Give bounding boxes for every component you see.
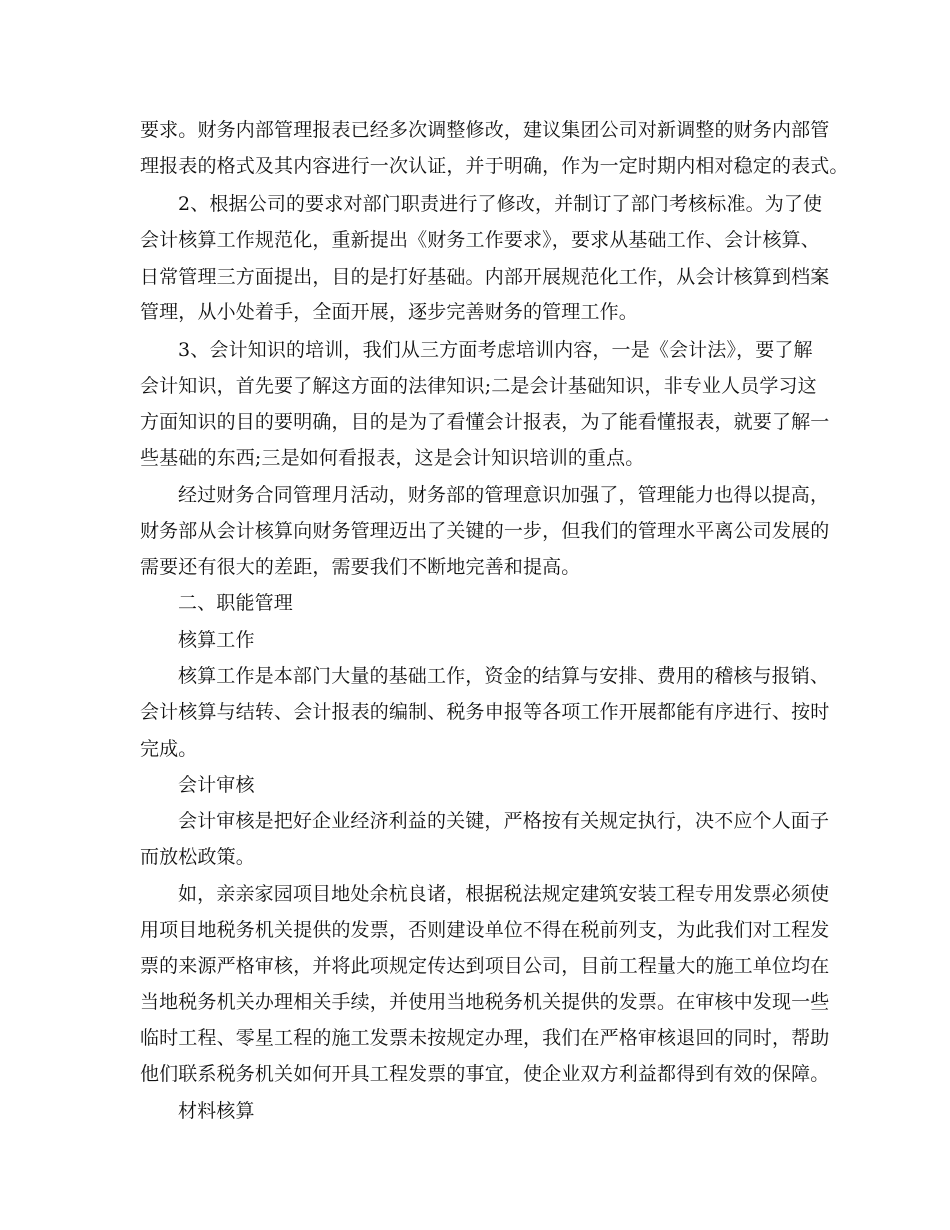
text-line: 会计知识，首先要了解这方面的法律知识;二是会计基础知识，非专业人员学习这 bbox=[140, 375, 817, 397]
text-line: 而放松政策。 bbox=[140, 846, 255, 868]
text-line: 些基础的东西;三是如何看报表，这是会计知识培训的重点。 bbox=[140, 447, 645, 469]
section-heading: 二、职能管理 bbox=[178, 592, 293, 614]
text-line: 理报表的格式及其内容进行一次认证，并于明确，作为一定时期内相对稳定的表式。 bbox=[140, 155, 849, 177]
text-line: 2、根据公司的要求对部门职责进行了修改，并制订了部门考核标准。为了使 bbox=[178, 193, 823, 215]
text-line: 完成。 bbox=[140, 738, 198, 760]
text-line: 他们联系税务机关如何开具工程发票的事宜，使企业双方利益都得到有效的保障。 bbox=[140, 1063, 830, 1085]
text-line: 经过财务合同管理月活动，财务部的管理意识加强了，管理能力也得以提高， bbox=[178, 484, 830, 506]
text-line: 需要还有很大的差距，需要我们不断地完善和提高。 bbox=[140, 556, 581, 578]
text-line: 票的来源严格审核，并将此项规定传达到项目公司，目前工程量大的施工单位均在 bbox=[140, 955, 830, 977]
text-line: 3、会计知识的培训，我们从三方面考虑培训内容，一是《会计法》，要了解 bbox=[178, 339, 813, 361]
subsection-heading: 核算工作 bbox=[178, 629, 255, 651]
text-line: 会计核算与结转、会计报表的编制、税务申报等各项工作开展都能有序进行、按时 bbox=[140, 701, 830, 723]
text-line: 日常管理三方面提出，目的是打好基础。内部开展规范化工作，从会计核算到档案 bbox=[140, 266, 830, 288]
text-line: 当地税务机关办理相关手续，并使用当地税务机关提供的发票。在审核中发现一些 bbox=[140, 991, 830, 1013]
text-line: 临时工程、零星工程的施工发票未按规定办理，我们在严格审核退回的同时，帮助 bbox=[140, 1027, 830, 1049]
subsection-heading: 材料核算 bbox=[178, 1100, 255, 1122]
text-line: 会计核算工作规范化，重新提出《财务工作要求》，要求从基础工作、会计核算、 bbox=[140, 229, 820, 251]
text-line: 如，亲亲家园项目地处余杭良诸，根据税法规定建筑安装工程专用发票必须使 bbox=[178, 883, 830, 905]
text-line: 会计审核是把好企业经济利益的关键，严格按有关规定执行，决不应个人面子 bbox=[178, 810, 830, 832]
text-line: 方面知识的目的要明确，目的是为了看懂会计报表，为了能看懂报表，就要了解一 bbox=[140, 411, 830, 433]
subsection-heading: 会计审核 bbox=[178, 774, 255, 796]
text-line: 要求。财务内部管理报表已经多次调整修改，建议集团公司对新调整的财务内部管 bbox=[140, 119, 830, 141]
text-line: 核算工作是本部门大量的基础工作，资金的结算与安排、费用的稽核与报销、 bbox=[178, 665, 830, 687]
text-line: 财务部从会计核算向财务管理迈出了关键的一步，但我们的管理水平离公司发展的 bbox=[140, 520, 830, 542]
text-line: 用项目地税务机关提供的发票，否则建设单位不得在税前列支，为此我们对工程发 bbox=[140, 919, 830, 941]
text-line: 管理，从小处着手，全面开展，逐步完善财务的管理工作。 bbox=[140, 301, 638, 323]
